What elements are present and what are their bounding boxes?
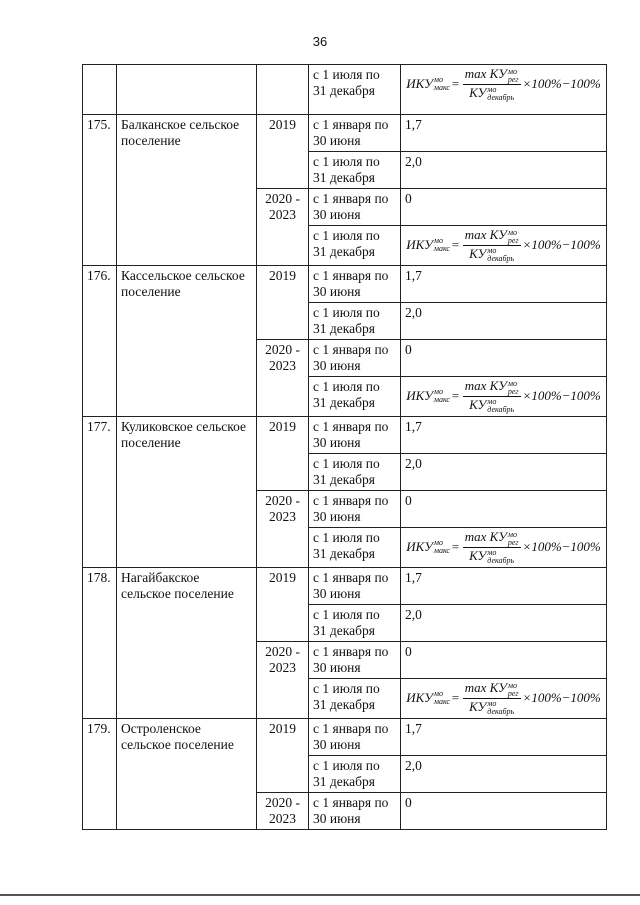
table-row — [83, 417, 607, 454]
formula-lhs: ИКУ — [406, 388, 433, 403]
value-cell: 1,7 — [401, 417, 607, 454]
value-cell: 1,7 — [401, 719, 607, 756]
index-formula — [405, 530, 602, 564]
year-cell: 2020 - 2023 — [257, 793, 309, 830]
table-row-continuation — [83, 65, 607, 115]
period-cell: с 1 июля по 31 декабря — [309, 528, 401, 568]
formula-den-sup: мо — [487, 698, 497, 708]
page-bottom-edge — [0, 894, 640, 896]
index-formula — [405, 379, 602, 413]
year-cell: 2019 — [257, 266, 309, 340]
cell-formula — [401, 377, 607, 417]
formula-tail: ×100%−100% — [522, 76, 601, 91]
period-cell: с 1 января по 30 июня — [309, 417, 401, 454]
formula-den-var: КУ — [469, 547, 487, 563]
formula-den-var: КУ — [469, 245, 487, 261]
period-cell: с 1 июля по 31 декабря — [309, 756, 401, 793]
tariff-table — [82, 64, 607, 830]
formula-eq: = — [450, 237, 460, 252]
value-cell: 0 — [401, 189, 607, 226]
formula-num-sub: рег — [507, 235, 519, 245]
formula-lhs-sub: макс — [433, 546, 450, 555]
value-cell: 0 — [401, 642, 607, 679]
period-cell: с 1 января по 30 июня — [309, 189, 401, 226]
formula-num-var: КУ — [489, 378, 507, 394]
value-cell: 1,7 — [401, 266, 607, 303]
formula-num-max: max — [464, 227, 487, 243]
formula-num-max: max — [464, 680, 487, 696]
formula-eq: = — [450, 539, 460, 554]
formula-eq: = — [450, 76, 460, 91]
formula-num-max: max — [464, 66, 487, 82]
value-cell: 0 — [401, 340, 607, 377]
formula-lhs-sub: макс — [433, 83, 450, 92]
period-cell: с 1 января по 30 июня — [309, 793, 401, 830]
table-row — [83, 266, 607, 303]
period-cell: с 1 января по 30 июня — [309, 266, 401, 303]
formula-lhs-sup: мо — [433, 236, 443, 245]
year-cell: 2019 — [257, 115, 309, 189]
formula-num-sup: мо — [507, 378, 517, 388]
formula-num-var: КУ — [489, 227, 507, 243]
formula-lhs: ИКУ — [406, 76, 433, 91]
year-cell: 2020 - 2023 — [257, 340, 309, 417]
formula-den-var: КУ — [469, 84, 487, 100]
value-cell: 2,0 — [401, 605, 607, 642]
formula-fraction — [463, 66, 521, 101]
period-cell: с 1 января по 30 июня — [309, 642, 401, 679]
formula-num-max: max — [464, 529, 487, 545]
table-body — [83, 65, 607, 830]
year-cell: 2019 — [257, 417, 309, 491]
period-cell: с 1 июля по 31 декабря — [309, 679, 401, 719]
table-row — [83, 115, 607, 152]
formula-den-var: КУ — [469, 698, 487, 714]
formula-tail: ×100%−100% — [522, 237, 601, 252]
cell-formula — [401, 65, 607, 115]
formula-fraction — [463, 227, 521, 262]
formula-lhs: ИКУ — [406, 690, 433, 705]
entry-number: 179. — [83, 719, 117, 830]
value-cell: 2,0 — [401, 454, 607, 491]
formula-lhs-sup: мо — [433, 75, 443, 84]
year-cell: 2020 - 2023 — [257, 491, 309, 568]
formula-num-sub: рег — [507, 688, 519, 698]
formula-tail: ×100%−100% — [522, 539, 601, 554]
entry-number: 176. — [83, 266, 117, 417]
formula-den-var: КУ — [469, 396, 487, 412]
formula-den-sup: мо — [487, 84, 497, 94]
formula-lhs-sup: мо — [433, 689, 443, 698]
formula-lhs-sup: мо — [433, 538, 443, 547]
period-cell: с 1 июля по 31 декабря — [309, 226, 401, 266]
value-cell: 2,0 — [401, 152, 607, 189]
period-cell: с 1 июля по 31 декабря — [309, 605, 401, 642]
formula-lhs-sub: макс — [433, 395, 450, 404]
entry-number: 175. — [83, 115, 117, 266]
cell-name-empty — [117, 65, 257, 115]
cell-formula — [401, 679, 607, 719]
formula-den-sub: декабрь — [487, 706, 515, 716]
period-cell: с 1 января по 30 июня — [309, 719, 401, 756]
formula-lhs: ИКУ — [406, 539, 433, 554]
value-cell: 1,7 — [401, 115, 607, 152]
formula-lhs-sup: мо — [433, 387, 443, 396]
formula-num-sup: мо — [507, 529, 517, 539]
year-cell: 2019 — [257, 568, 309, 642]
table-row — [83, 719, 607, 756]
formula-num-sub: рег — [507, 386, 519, 396]
formula-num-sub: рег — [507, 537, 519, 547]
formula-num-sup: мо — [507, 66, 517, 76]
formula-den-sub: декабрь — [487, 404, 515, 414]
cell-year-empty — [257, 65, 309, 115]
period-cell: с 1 января по 30 июня — [309, 491, 401, 528]
settlement-name: Остроленское сельское поселение — [117, 719, 257, 830]
period-cell: с 1 января по 30 июня — [309, 115, 401, 152]
period-cell: с 1 июля по 31 декабря — [309, 303, 401, 340]
formula-den-sub: декабрь — [487, 555, 515, 565]
value-cell: 1,7 — [401, 568, 607, 605]
entry-number: 178. — [83, 568, 117, 719]
year-cell: 2020 - 2023 — [257, 189, 309, 266]
formula-num-sub: рег — [507, 74, 519, 84]
period-cell: с 1 января по 30 июня — [309, 340, 401, 377]
formula-num-var: КУ — [489, 529, 507, 545]
cell-num-empty — [83, 65, 117, 115]
formula-lhs: ИКУ — [406, 237, 433, 252]
formula-eq: = — [450, 388, 460, 403]
formula-lhs-sub: макс — [433, 697, 450, 706]
formula-tail: ×100%−100% — [522, 690, 601, 705]
year-cell: 2020 - 2023 — [257, 642, 309, 719]
value-cell: 2,0 — [401, 756, 607, 793]
entry-number: 177. — [83, 417, 117, 568]
page-number: 36 — [312, 34, 328, 49]
settlement-name: Кассельское сельское поселение — [117, 266, 257, 417]
value-cell: 0 — [401, 491, 607, 528]
cell-formula — [401, 226, 607, 266]
cell-period: с 1 июля по 31 декабря — [309, 65, 401, 115]
formula-den-sub: декабрь — [487, 253, 515, 263]
formula-num-max: max — [464, 378, 487, 394]
formula-den-sub: декабрь — [487, 92, 515, 102]
formula-den-sup: мо — [487, 245, 497, 255]
formula-num-var: КУ — [489, 66, 507, 82]
formula-num-sup: мо — [507, 680, 517, 690]
settlement-name: Куликовское сельское поселение — [117, 417, 257, 568]
formula-fraction — [463, 378, 521, 413]
period-cell: с 1 июля по 31 декабря — [309, 377, 401, 417]
table-row — [83, 568, 607, 605]
index-formula — [405, 681, 602, 715]
formula-tail: ×100%−100% — [522, 388, 601, 403]
value-cell: 2,0 — [401, 303, 607, 340]
formula-eq: = — [450, 690, 460, 705]
index-formula — [405, 67, 602, 101]
settlement-name: Нагайбакское сельское поселение — [117, 568, 257, 719]
formula-den-sup: мо — [487, 547, 497, 557]
settlement-name: Балканское сельское поселение — [117, 115, 257, 266]
period-cell: с 1 января по 30 июня — [309, 568, 401, 605]
period-cell: с 1 июля по 31 декабря — [309, 454, 401, 491]
formula-fraction — [463, 529, 521, 564]
formula-fraction — [463, 680, 521, 715]
index-formula — [405, 228, 602, 262]
formula-lhs-sub: макс — [433, 244, 450, 253]
period-cell: с 1 июля по 31 декабря — [309, 152, 401, 189]
formula-den-sup: мо — [487, 396, 497, 406]
value-cell: 0 — [401, 793, 607, 830]
year-cell: 2019 — [257, 719, 309, 793]
formula-num-sup: мо — [507, 227, 517, 237]
formula-num-var: КУ — [489, 680, 507, 696]
cell-formula — [401, 528, 607, 568]
